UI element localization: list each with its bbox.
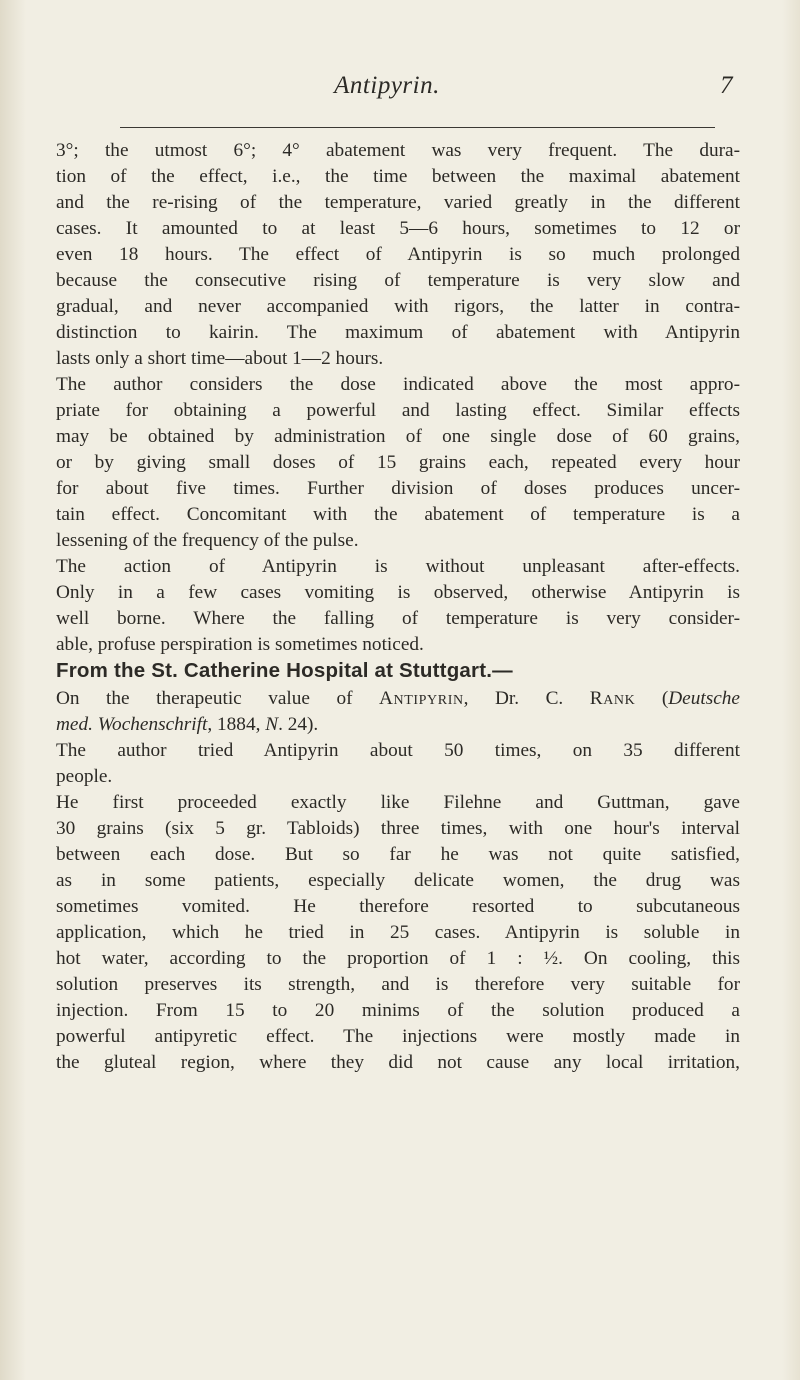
text-line: hot water, according to the proportion of 1 : ½. On cooling, this [56, 948, 740, 969]
section-heading-line [56, 658, 740, 686]
text-line: well borne. Where the falling of temperature is very consider- [56, 608, 740, 629]
text-line: application, which he tried in 25 cases. Antipyrin is soluble in [56, 922, 740, 943]
text-line: tain effect. Concomitant with the abatement of temperature is a [56, 504, 740, 525]
text-line: The author considers the dose indicated above the most appro- [56, 374, 740, 395]
citation-open: ( [635, 688, 669, 709]
text-line [56, 712, 740, 738]
page-header [0, 72, 800, 112]
paragraph [56, 790, 740, 1076]
paragraph [56, 738, 740, 790]
text-line: as in some patients, especially delicate women, the drug was [56, 870, 740, 891]
text-line: sometimes vomited. He therefore resorted to subcutaneous [56, 896, 740, 917]
citation-number-label: N [265, 714, 279, 735]
text-line [56, 686, 740, 712]
text-line: Only in a few cases vomiting is observed, otherwise Antipyrin is [56, 582, 740, 603]
header-rule [120, 127, 715, 128]
text-line: The author tried Antipyrin about 50 times, on 35 different [56, 740, 740, 761]
page-body [56, 138, 740, 1076]
paragraph [56, 138, 740, 372]
citation-prefix: On the therapeutic value of [56, 688, 380, 709]
text-line: tion of the effect, i.e., the time between the maximal abatement [56, 166, 740, 187]
text-line: 3°; the utmost 6°; 4° abatement was very frequent. The dura- [56, 140, 740, 161]
text-line: He first proceeded exactly like Filehne and Guttman, gave [56, 792, 740, 813]
text-line: distinction to kairin. The maximum of abatement with Antipyrin [56, 322, 740, 343]
citation-author: Rank [589, 688, 636, 709]
text-line: 30 grains (six 5 gr. Tabloids) three times, with one hour's interval [56, 818, 740, 839]
text-line: for about five times. Further division of doses produces uncer- [56, 478, 740, 499]
text-line: even 18 hours. The effect of Antipyrin is so much prolonged [56, 244, 740, 265]
text-line: between each dose. But so far he was not quite satisfied, [56, 844, 740, 865]
text-line: powerful antipyretic effect. The injections were mostly made in [56, 1026, 740, 1047]
text-line: lasts only a short time—about 1—2 hours. [56, 348, 384, 369]
text-line: the gluteal region, where they did not cause any local irritation, [56, 1052, 740, 1073]
paragraph [56, 372, 740, 554]
text-line: The action of Antipyrin is without unpleasant after-effects. [56, 556, 740, 577]
citation [56, 686, 740, 738]
text-line: priate for obtaining a powerful and lasting effect. Similar effects [56, 400, 740, 421]
citation-year: , 1884, [207, 714, 266, 735]
text-line: people. [56, 766, 113, 787]
text-line: and the re-rising of the temperature, varied greatly in the different [56, 192, 740, 213]
citation-sep: , Dr. C. [463, 688, 590, 709]
text-line: may be obtained by administration of one single dose of 60 grains, [56, 426, 740, 447]
text-line: or by giving small doses of 15 grains each, repeated every hour [56, 452, 740, 473]
text-line: solution preserves its strength, and is therefore very suitable for [56, 974, 740, 995]
text-line: lessening of the frequency of the pulse. [56, 530, 359, 551]
text-line: gradual, and never accompanied with rigors, the latter in contra- [56, 296, 740, 317]
text-line: able, profuse perspiration is sometimes noticed. [56, 634, 424, 655]
citation-journal-2: med. Wochenschrift [56, 714, 208, 735]
running-title: Antipyrin. [334, 72, 440, 99]
text-line: because the consecutive rising of temperature is very slow and [56, 270, 740, 291]
citation-number: . 24). [278, 714, 319, 735]
citation-journal-1: Deutsche [668, 688, 740, 709]
page-number: 7 [720, 72, 733, 99]
citation-drug: Antipyrin [379, 688, 464, 709]
paragraph [56, 554, 740, 658]
section-heading: From the St. Catherine Hospital at Stuttgart.— [56, 659, 513, 682]
text-line: cases. It amounted to at least 5—6 hours, sometimes to 12 or [56, 218, 740, 239]
text-line: injection. From 15 to 20 minims of the solution produced a [56, 1000, 740, 1021]
